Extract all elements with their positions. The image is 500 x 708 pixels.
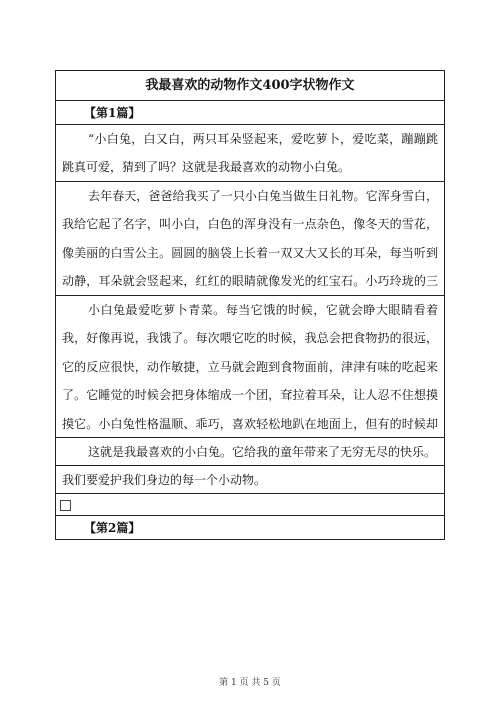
section-heading-1-text: 【第1篇】 xyxy=(84,106,141,120)
section-heading-2 xyxy=(56,515,444,539)
empty-row xyxy=(56,493,444,515)
document-title: 我最喜欢的动物作文400字状物作文 xyxy=(56,70,444,100)
section-heading-2-text: 【第2篇】 xyxy=(84,521,141,535)
checkbox-square-icon xyxy=(60,500,71,511)
paragraph-2: 去年春天，爸爸给我买了一只小白兔当做生日礼物。它浑身雪白，我给它起了名字，叫小白，白色的浑身没有一点杂色，像冬天的雪花，像美丽的白雪公主。圆圆的脑袋上长着一双又大又长的耳朵，每当听到动静，耳朵就会竖起来，红红的眼睛就像发光的红宝石。小巧玲珑的三 xyxy=(56,181,444,295)
paragraph-5: 我们要爱护我们身边的每一个小动物。 xyxy=(56,465,444,493)
paragraph-4: 这就是我最喜欢的小白兔。它给我的童年带来了无穷无尽的快乐。 xyxy=(56,437,444,465)
paragraph-1: “小白兔，白又白，两只耳朵竖起来，爱吃萝卜，爱吃菜，蹦蹦跳跳真可爱，猜到了吗？这就是我最喜欢的动物小白兔。 xyxy=(56,124,444,181)
paragraph-3: 小白兔最爱吃萝卜青菜。每当它饿的时候，它就会睁大眼睛看着我，好像再说，我饿了。每次喂它吃的时候，我总会把食物扔的很远，它的反应很快，动作敏捷，立马就会跑到食物面前，津津有味的吃起来了。它睡觉的时候会把身体缩成一个团，耷拉着耳朵，让人忍不住想摸摸它。小白兔性格温顺、乖巧，喜欢轻松地趴在地面上，但有的时候却 xyxy=(56,295,444,437)
essay-table xyxy=(55,70,445,540)
section-heading-1 xyxy=(56,100,444,124)
page-footer: 第 1 页 共 5 页 xyxy=(219,678,281,688)
